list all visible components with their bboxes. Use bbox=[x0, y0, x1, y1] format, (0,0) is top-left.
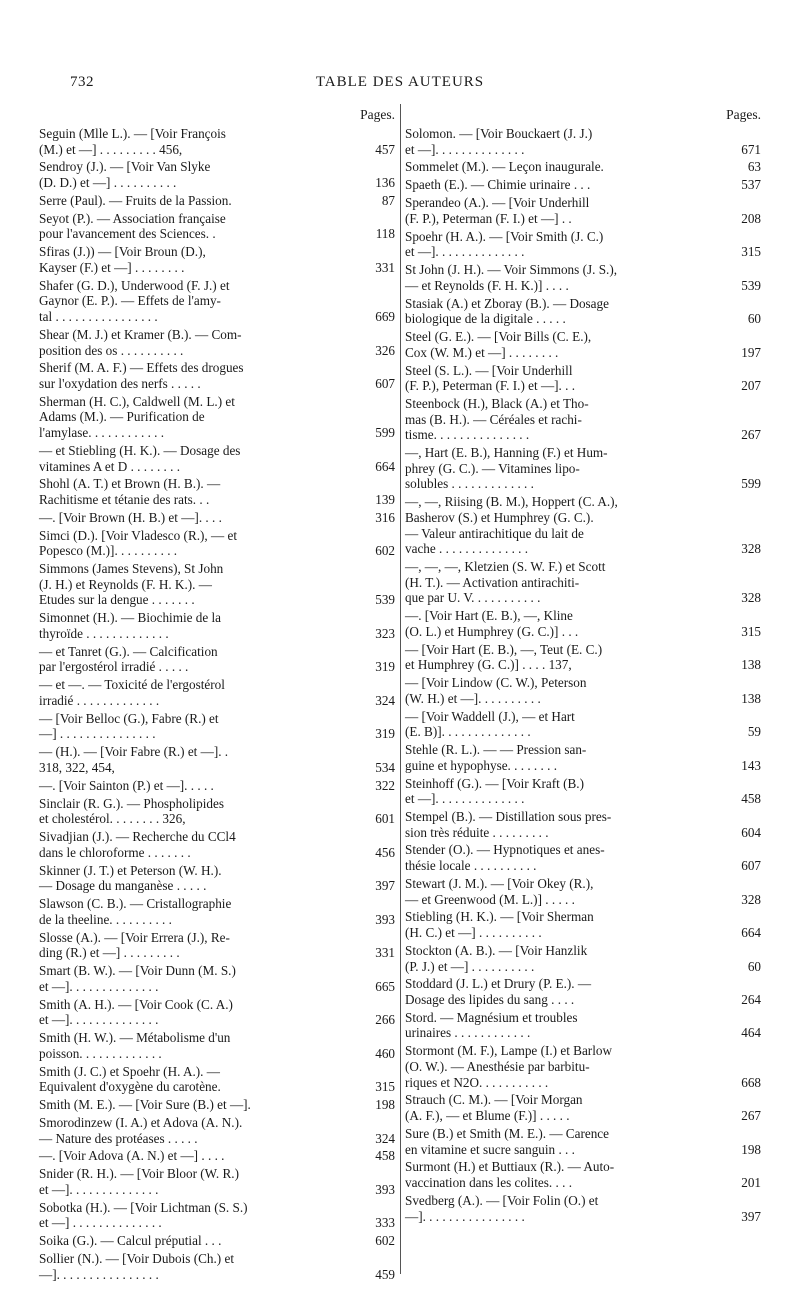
index-entry bbox=[39, 829, 395, 860]
index-entry bbox=[405, 445, 761, 492]
entry-text: — [Voir Hart (E. B.), —, Teut (E. C.) et Humphrey (G. C.)] . . . . 137, bbox=[405, 641, 603, 673]
entry-text: — et Stiebling (H. K.). — Dosage des vitamines A et D . . . . . . . . bbox=[39, 442, 241, 474]
index-entry bbox=[405, 1092, 761, 1123]
index-entry bbox=[39, 1030, 395, 1061]
index-entry bbox=[39, 159, 395, 190]
pages-column-label: Pages. bbox=[726, 107, 761, 122]
index-entry bbox=[405, 842, 761, 873]
index-entry bbox=[39, 1097, 395, 1113]
index-entry bbox=[39, 677, 395, 708]
entry-page-number: 457 bbox=[375, 141, 395, 157]
entry-text: Snider (R. H.). — [Voir Bloor (W. R.) et —]. . . . . . . . . . . . . . bbox=[39, 1166, 239, 1197]
entry-page-number: 669 bbox=[375, 309, 395, 325]
entry-text: Shafer (G. D.), Underwood (F. J.) et Gaynor (E. P.). — Effets de l'amy- tal . . . . . . . . . . . . . . . . bbox=[39, 277, 230, 325]
entry-page-number: 136 bbox=[375, 175, 395, 191]
entry-text: — (H.). — [Voir Fabre (R.) et —]. . 318, 322, 454, bbox=[39, 744, 229, 775]
index-entry bbox=[39, 1064, 395, 1095]
entry-page-number: 599 bbox=[741, 476, 761, 492]
entry-page-number: 604 bbox=[741, 824, 761, 840]
entry-text: Seguin (Mlle L.). — [Voir François (M.) et —] . . . . . . . . . 456, bbox=[39, 126, 226, 157]
entry-text: Simonnet (H.). — Biochimie de la thyroïde . . . . . . . . . . . . . bbox=[39, 610, 222, 641]
index-entry bbox=[39, 1115, 395, 1146]
entry-page-number: 534 bbox=[375, 759, 395, 775]
entry-text: Sherman (H. C.), Caldwell (M. L.) et Adams (M.). — Purification de l'amylase. . . . . . . . . . . . bbox=[39, 393, 235, 441]
entry-page-number: 459 bbox=[375, 1266, 395, 1282]
index-entry bbox=[405, 1043, 761, 1090]
page-number: 732 bbox=[70, 74, 94, 90]
index-entry bbox=[405, 126, 761, 157]
index-entry bbox=[405, 909, 761, 940]
entry-text: —. [Voir Hart (E. B.), —, Kline (O. L.) et Humphrey (G. C.)] . . . bbox=[405, 608, 579, 639]
entry-page-number: 323 bbox=[375, 625, 395, 641]
index-entry bbox=[39, 394, 395, 441]
entry-page-number: 208 bbox=[741, 210, 761, 226]
entry-page-number: 464 bbox=[741, 1025, 761, 1041]
entry-text: —, Hart (E. B.), Hanning (F.) et Hum- phrey (G. C.). — Vitamines lipo- solubles . . . . . . . . . . . . . bbox=[405, 445, 608, 492]
index-entry bbox=[39, 327, 395, 358]
entry-page-number: 201 bbox=[741, 1175, 761, 1191]
index-entry bbox=[405, 642, 761, 673]
index-entry bbox=[405, 1126, 761, 1157]
entry-page-number: 601 bbox=[375, 811, 395, 827]
entry-text: Stoddard (J. L.) et Drury (P. E.). — Dosage des lipides du sang . . . . bbox=[405, 976, 592, 1007]
entry-page-number: 602 bbox=[375, 1233, 395, 1249]
entry-page-number: 324 bbox=[375, 692, 395, 708]
entry-page-number: 665 bbox=[375, 978, 395, 994]
entry-text: Steenbock (H.), Black (A.) et Tho- mas (B. H.). — Céréales et rachi- tisme. . . . . . . . . . . . . . . bbox=[405, 396, 589, 443]
entry-page-number: 59 bbox=[747, 724, 761, 740]
index-entry bbox=[39, 510, 395, 526]
index-entry bbox=[405, 494, 761, 556]
entry-text: Sobotka (H.). — [Voir Lichtman (S. S.) et —] . . . . . . . . . . . . . . bbox=[39, 1199, 248, 1231]
entry-text: Solomon. — [Voir Bouckaert (J. J.) et —]. . . . . . . . . . . . . . bbox=[405, 126, 593, 157]
entry-text: Smart (B. W.). — [Voir Dunn (M. S.) et —]. . . . . . . . . . . . . . bbox=[39, 963, 236, 994]
entry-page-number: 599 bbox=[375, 425, 395, 441]
entry-text: Surmont (H.) et Buttiaux (R.). — Auto- vaccination dans les colites. . . . bbox=[405, 1159, 615, 1191]
entry-page-number: 118 bbox=[375, 226, 395, 242]
entry-text: Stasiak (A.) et Zboray (B.). — Dosage biologique de la digitale . . . . . bbox=[405, 295, 609, 327]
entry-text: Steel (S. L.). — [Voir Underhill (F. P.), Peterman (F. I.) et —]. . . bbox=[405, 362, 576, 394]
entry-page-number: 319 bbox=[375, 659, 395, 675]
entry-page-number: 267 bbox=[741, 1108, 761, 1124]
entry-text: — [Voir Lindow (C. W.), Peterson (W. H.) et —]. . . . . . . . . . bbox=[405, 675, 587, 706]
entry-text: Soika (G.). — Calcul préputial . . . bbox=[39, 1233, 222, 1249]
entry-page-number: 537 bbox=[741, 177, 761, 193]
entry-text: St John (J. H.). — Voir Simmons (J. S.), — et Reynolds (F. H. K.)] . . . . bbox=[405, 262, 618, 293]
entry-page-number: 316 bbox=[375, 509, 395, 525]
index-entry bbox=[405, 195, 761, 226]
entry-page-number: 331 bbox=[375, 945, 395, 961]
entry-text: Stord. — Magnésium et troubles urinaires . . . . . . . . . . . . bbox=[405, 1009, 578, 1041]
index-entry bbox=[39, 744, 395, 775]
pages-column-label: Pages. bbox=[360, 107, 395, 122]
entry-text: Sfiras (J.)) — [Voir Broun (D.), Kayser (F.) et —] . . . . . . . . bbox=[39, 244, 206, 275]
index-entry bbox=[405, 976, 761, 1007]
index-entry bbox=[405, 159, 761, 175]
entry-page-number: 319 bbox=[375, 726, 395, 742]
entry-page-number: 668 bbox=[741, 1074, 761, 1090]
index-entry bbox=[405, 776, 761, 807]
column-divider bbox=[400, 104, 401, 1274]
entry-page-number: 87 bbox=[381, 192, 395, 208]
entry-text: Simmons (James Stevens), St John (J. H.) et Reynolds (F. H. K.). — Etudes sur la dengue . . . . . . . bbox=[39, 561, 224, 608]
index-entry bbox=[39, 211, 395, 242]
entry-text: Stender (O.). — Hypnotiques et anes- thésie locale . . . . . . . . . . bbox=[405, 842, 605, 874]
index-entry bbox=[39, 863, 395, 894]
entry-text: Sivadjian (J.). — Recherche du CCl4 dans le chloroforme . . . . . . . bbox=[39, 829, 236, 860]
entry-page-number: 664 bbox=[375, 458, 395, 474]
entry-page-number: 458 bbox=[375, 1148, 395, 1164]
index-entry bbox=[405, 1159, 761, 1190]
entry-text: Seyot (P.). — Association française pour l'avancement des Sciences. . bbox=[39, 210, 226, 242]
index-entry bbox=[405, 296, 761, 327]
index-entry bbox=[39, 778, 395, 794]
entry-page-number: 315 bbox=[375, 1079, 395, 1095]
entry-text: Smorodinzew (I. A.) et Adova (A. N.). — Nature des protéases . . . . . bbox=[39, 1114, 243, 1146]
entry-text: — [Voir Belloc (G.), Fabre (R.) et —] . . . . . . . . . . . . . . . bbox=[39, 710, 219, 742]
entry-text: Sperandeo (A.). — [Voir Underhill (F. P.), Peterman (F. I.) et —] . . bbox=[405, 195, 590, 226]
entry-page-number: 664 bbox=[741, 925, 761, 941]
entry-text: — et —. — Toxicité de l'ergostérol irradié . . . . . . . . . . . . . bbox=[39, 677, 225, 708]
index-entry bbox=[39, 963, 395, 994]
index-entry bbox=[405, 559, 761, 606]
entry-text: Smith (M. E.). — [Voir Sure (B.) et —]. bbox=[39, 1097, 251, 1113]
entry-text: Svedberg (A.). — [Voir Folin (O.) et —]. . . . . . . . . . . . . . . . bbox=[405, 1192, 599, 1224]
index-entry bbox=[39, 244, 395, 275]
index-entry bbox=[39, 1148, 395, 1164]
entry-text: Spaeth (E.). — Chimie urinaire . . . bbox=[405, 177, 591, 193]
left-column bbox=[39, 104, 395, 1285]
entry-text: Stempel (B.). — Distillation sous pres- sion très réduite . . . . . . . . . bbox=[405, 808, 612, 840]
index-entry bbox=[39, 610, 395, 641]
entry-text: —, —, Riising (B. M.), Hoppert (C. A.), Basherov (S.) et Humphrey (G. C.). — Valeur antirachitique du lait de vache . . . . . . . . . . . . . . bbox=[405, 494, 618, 557]
entry-text: Steel (G. E.). — [Voir Bills (C. E.), Cox (W. M.) et —] . . . . . . . . bbox=[405, 329, 592, 360]
index-entry bbox=[405, 809, 761, 840]
index-entry bbox=[39, 796, 395, 827]
running-title: TABLE DES AUTEURS bbox=[315, 74, 485, 90]
index-entry bbox=[405, 608, 761, 639]
entry-page-number: 266 bbox=[375, 1012, 395, 1028]
entry-page-number: 315 bbox=[741, 623, 761, 639]
index-entry bbox=[405, 329, 761, 360]
entry-page-number: 267 bbox=[741, 427, 761, 443]
entry-text: Skinner (J. T.) et Peterson (W. H.). — Dosage du manganèse . . . . . bbox=[39, 862, 222, 894]
entry-page-number: 138 bbox=[741, 657, 761, 673]
entry-page-number: 139 bbox=[375, 492, 395, 508]
index-entry bbox=[405, 1010, 761, 1041]
entry-text: Smith (J. C.) et Spoehr (H. A.). — Equivalent d'oxygène du carotène. bbox=[39, 1063, 221, 1095]
index-entry bbox=[405, 943, 761, 974]
entry-page-number: 60 bbox=[747, 311, 761, 327]
entry-page-number: 328 bbox=[741, 541, 761, 557]
index-entry bbox=[405, 262, 761, 293]
entry-text: Stewart (J. M.). — [Voir Okey (R.), — et Greenwood (M. L.)] . . . . . bbox=[405, 875, 594, 907]
index-entry bbox=[39, 561, 395, 608]
entry-page-number: 143 bbox=[741, 757, 761, 773]
entry-page-number: 456 bbox=[375, 844, 395, 860]
index-entry bbox=[405, 876, 761, 907]
entry-page-number: 60 bbox=[747, 958, 761, 974]
entry-text: Slosse (A.). — [Voir Errera (J.), Re- ding (R.) et —] . . . . . . . . . bbox=[39, 929, 230, 961]
entry-page-number: 326 bbox=[375, 342, 395, 358]
index-entry bbox=[39, 126, 395, 157]
entry-page-number: 539 bbox=[375, 592, 395, 608]
entry-page-number: 63 bbox=[747, 159, 761, 175]
entry-text: Slawson (C. B.). — Cristallographie de la theeline. . . . . . . . . . bbox=[39, 896, 232, 927]
entry-page-number: 264 bbox=[741, 992, 761, 1007]
entry-text: —. [Voir Sainton (P.) et —]. . . . . bbox=[39, 777, 214, 793]
entry-text: Simci (D.). [Voir Vladesco (R.), — et Popesco (M.)]. . . . . . . . . . bbox=[39, 527, 238, 559]
entry-page-number: 539 bbox=[741, 277, 761, 293]
index-entry bbox=[39, 360, 395, 391]
entry-page-number: 607 bbox=[741, 858, 761, 874]
entry-text: Sollier (N.). — [Voir Dubois (Ch.) et —]. . . . . . . . . . . . . . . . bbox=[39, 1251, 234, 1282]
entry-page-number: 198 bbox=[741, 1141, 761, 1157]
index-entry bbox=[405, 363, 761, 394]
index-entry bbox=[405, 675, 761, 706]
entry-text: Sherif (M. A. F.) — Effets des drogues sur l'oxydation des nerfs . . . . . bbox=[39, 360, 244, 391]
entry-text: Sinclair (R. G.). — Phospholipides et cholestérol. . . . . . . . 326, bbox=[39, 795, 224, 827]
entry-page-number: 197 bbox=[741, 344, 761, 360]
index-entry bbox=[39, 896, 395, 927]
entry-page-number: 315 bbox=[741, 244, 761, 260]
index-entry bbox=[39, 644, 395, 675]
entry-page-number: 331 bbox=[375, 259, 395, 275]
index-entry bbox=[39, 711, 395, 742]
entry-page-number: 138 bbox=[741, 690, 761, 706]
entry-page-number: 393 bbox=[375, 1181, 395, 1197]
entry-text: Sommelet (M.). — Leçon inaugurale. bbox=[405, 159, 604, 175]
index-entry bbox=[405, 1193, 761, 1224]
entry-text: —. [Voir Adova (A. N.) et —] . . . . bbox=[39, 1148, 225, 1164]
index-entry bbox=[405, 709, 761, 740]
entry-text: Smith (H. W.). — Métabolisme d'un poisson. . . . . . . . . . . . . bbox=[39, 1030, 231, 1061]
entry-page-number: 671 bbox=[741, 141, 761, 157]
entry-text: Shear (M. J.) et Kramer (B.). — Com- position des os . . . . . . . . . . bbox=[39, 326, 242, 358]
entry-page-number: 322 bbox=[375, 777, 395, 793]
index-entry bbox=[39, 1166, 395, 1197]
entry-text: — et Tanret (G.). — Calcification par l'ergostérol irradié . . . . . bbox=[39, 643, 218, 675]
index-entry bbox=[39, 476, 395, 507]
entry-page-number: 458 bbox=[741, 791, 761, 807]
index-entry bbox=[39, 1233, 395, 1249]
index-entry bbox=[39, 443, 395, 474]
page-header bbox=[0, 74, 800, 96]
index-entry bbox=[39, 528, 395, 559]
index-entry bbox=[405, 177, 761, 193]
entry-text: Stiebling (H. K.). — [Voir Sherman (H. C.) et —] . . . . . . . . . . bbox=[405, 909, 594, 941]
entry-text: —, —, —, Kletzien (S. W. F.) et Scott (H. T.). — Activation antirachiti- que par U. V. . . . . . . . . . . bbox=[405, 559, 606, 606]
index-entry bbox=[405, 742, 761, 773]
index-entry bbox=[39, 930, 395, 961]
entry-text: Steinhoff (G.). — [Voir Kraft (B.) et —]. . . . . . . . . . . . . . bbox=[405, 775, 584, 807]
entry-page-number: 328 bbox=[741, 891, 761, 907]
entry-text: Stormont (M. F.), Lampe (I.) et Barlow (O. W.). — Anesthésie par barbitu- riques et N2O. . . . . . . . . . . bbox=[405, 1043, 612, 1090]
entry-text: Smith (A. H.). — [Voir Cook (C. A.) et —]. . . . . . . . . . . . . . bbox=[39, 996, 233, 1028]
entry-text: Strauch (C. M.). — [Voir Morgan (A. F.), — et Blume (F.)] . . . . . bbox=[405, 1092, 583, 1124]
entry-page-number: 397 bbox=[741, 1208, 761, 1224]
entry-page-number: 602 bbox=[375, 543, 395, 559]
entry-text: Serre (Paul). — Fruits de la Passion. bbox=[39, 192, 232, 208]
entry-text: — [Voir Waddell (J.), — et Hart (E. B)]. . . . . . . . . . . . . . bbox=[405, 708, 575, 740]
entry-text: Spoehr (H. A.). — [Voir Smith (J. C.) et —]. . . . . . . . . . . . . . bbox=[405, 228, 604, 260]
entry-page-number: 198 bbox=[375, 1097, 395, 1113]
entry-page-number: 324 bbox=[375, 1130, 395, 1146]
entry-text: Shohl (A. T.) et Brown (H. B.). — Rachitisme et tétanie des rats. . . bbox=[39, 476, 221, 508]
entry-text: Stockton (A. B.). — [Voir Hanzlik (P. J.) et —] . . . . . . . . . . bbox=[405, 942, 588, 974]
index-entry bbox=[39, 1200, 395, 1231]
index-entry bbox=[39, 1251, 395, 1282]
index-entry bbox=[405, 396, 761, 443]
entry-page-number: 333 bbox=[375, 1215, 395, 1231]
entry-page-number: 607 bbox=[375, 375, 395, 391]
entry-page-number: 393 bbox=[375, 911, 395, 927]
entry-text: Sure (B.) et Smith (M. E.). — Carence en vitamine et sucre sanguin . . . bbox=[405, 1125, 609, 1157]
entry-page-number: 207 bbox=[741, 378, 761, 394]
entry-text: Stehle (R. L.). — — Pression san- guine et hypophyse. . . . . . . . bbox=[405, 742, 587, 773]
index-entry bbox=[39, 278, 395, 325]
index-entry bbox=[405, 229, 761, 260]
index-entry bbox=[39, 997, 395, 1028]
entry-page-number: 328 bbox=[741, 590, 761, 606]
entry-page-number: 397 bbox=[375, 878, 395, 894]
entry-text: —. [Voir Brown (H. B.) et —]. . . . bbox=[39, 509, 222, 525]
right-column bbox=[405, 104, 761, 1226]
entry-page-number: 460 bbox=[375, 1045, 395, 1061]
entry-text: Sendroy (J.). — [Voir Van Slyke (D. D.) et —] . . . . . . . . . . bbox=[39, 159, 211, 191]
index-entry bbox=[39, 193, 395, 209]
